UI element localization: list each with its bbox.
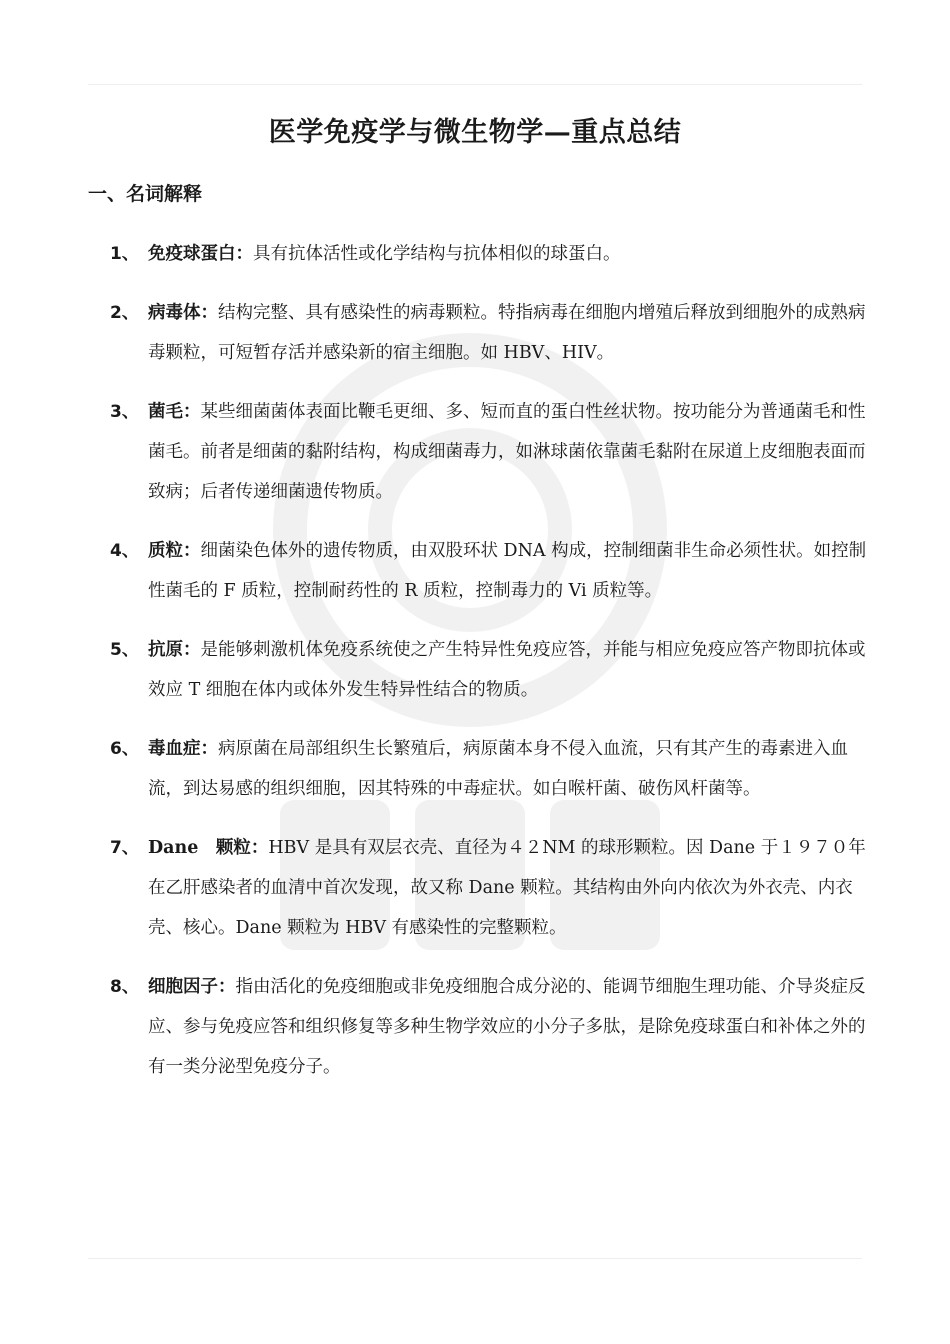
- term-definition: 是能够刺激机体免疫系统使之产生特异性免疫应答，并能与相应免疫应答产物即抗体或效应 T 细胞在体内或体外发生特异性结合的物质。: [148, 640, 866, 700]
- term-number: 4、: [110, 541, 139, 561]
- term-name: Dane 颗粒：: [148, 838, 269, 858]
- term-item: [110, 531, 880, 611]
- term-item: [110, 729, 880, 809]
- term-name: 质粒：: [148, 541, 201, 561]
- term-item: [110, 630, 880, 710]
- term-definition: 细菌染色体外的遗传物质，由双股环状 DNA 构成，控制细菌非生命必须性状。如控制性菌毛的 F 质粒，控制耐药性的 R 质粒，控制毒力的 Vi 质粒等。: [148, 541, 867, 601]
- term-number: 8、: [110, 977, 139, 997]
- term-name: 菌毛：: [148, 402, 201, 422]
- document-title: 医学免疫学与微生物学—重点总结: [268, 117, 682, 148]
- term-name: 病毒体：: [148, 303, 218, 323]
- term-item: [110, 828, 880, 948]
- term-name: 细胞因子：: [148, 977, 236, 997]
- term-number: 1、: [110, 244, 139, 264]
- term-item: [110, 293, 880, 373]
- term-definition: 病原菌在局部组织生长繁殖后，病原菌本身不侵入血流，只有其产生的毒素进入血流，到达易感的组织细胞，因其特殊的中毒症状。如白喉杆菌、破伤风杆菌等。: [148, 739, 848, 799]
- section-heading: 一、名词解释: [88, 183, 203, 205]
- page-top-rule: [88, 84, 862, 85]
- term-definition: HBV 是具有双层衣壳、直径为４２NM 的球形颗粒。因 Dane 于１９７０年在乙肝感染者的血清中首次发现，故又称 Dane 颗粒。其结构由外向内依次为外衣壳、内衣壳、核心。Dane 颗粒为 HBV 有感染性的完整颗粒。: [148, 838, 866, 938]
- page-bottom-rule: [88, 1258, 862, 1259]
- term-definition: 指由活化的免疫细胞或非免疫细胞合成分泌的、能调节细胞生理功能、介导炎症反应、参与免疫应答和组织修复等多种生物学效应的小分子多肽，是除免疫球蛋白和补体之外的有一类分泌型免疫分子。: [148, 977, 866, 1077]
- term-list: [110, 234, 880, 1106]
- term-number: 2、: [110, 303, 139, 323]
- term-definition: 具有抗体活性或化学结构与抗体相似的球蛋白。: [253, 244, 621, 264]
- term-name: 抗原：: [148, 640, 201, 660]
- term-name: 免疫球蛋白：: [148, 244, 253, 264]
- term-item: [110, 234, 880, 274]
- term-item: [110, 967, 880, 1087]
- term-definition: 某些细菌菌体表面比鞭毛更细、多、短而直的蛋白性丝状物。按功能分为普通菌毛和性菌毛。前者是细菌的黏附结构，构成细菌毒力，如淋球菌依靠菌毛黏附在尿道上皮细胞表面而致病；后者传递细菌遗传物质。: [148, 402, 866, 502]
- term-item: [110, 392, 880, 512]
- term-number: 3、: [110, 402, 139, 422]
- term-number: 5、: [110, 640, 139, 660]
- term-number: 7、: [110, 838, 139, 858]
- term-name: 毒血症：: [148, 739, 218, 759]
- term-number: 6、: [110, 739, 139, 759]
- term-definition: 结构完整、具有感染性的病毒颗粒。特指病毒在细胞内增殖后释放到细胞外的成熟病毒颗粒，可短暂存活并感染新的宿主细胞。如 HBV、HIV。: [148, 303, 866, 363]
